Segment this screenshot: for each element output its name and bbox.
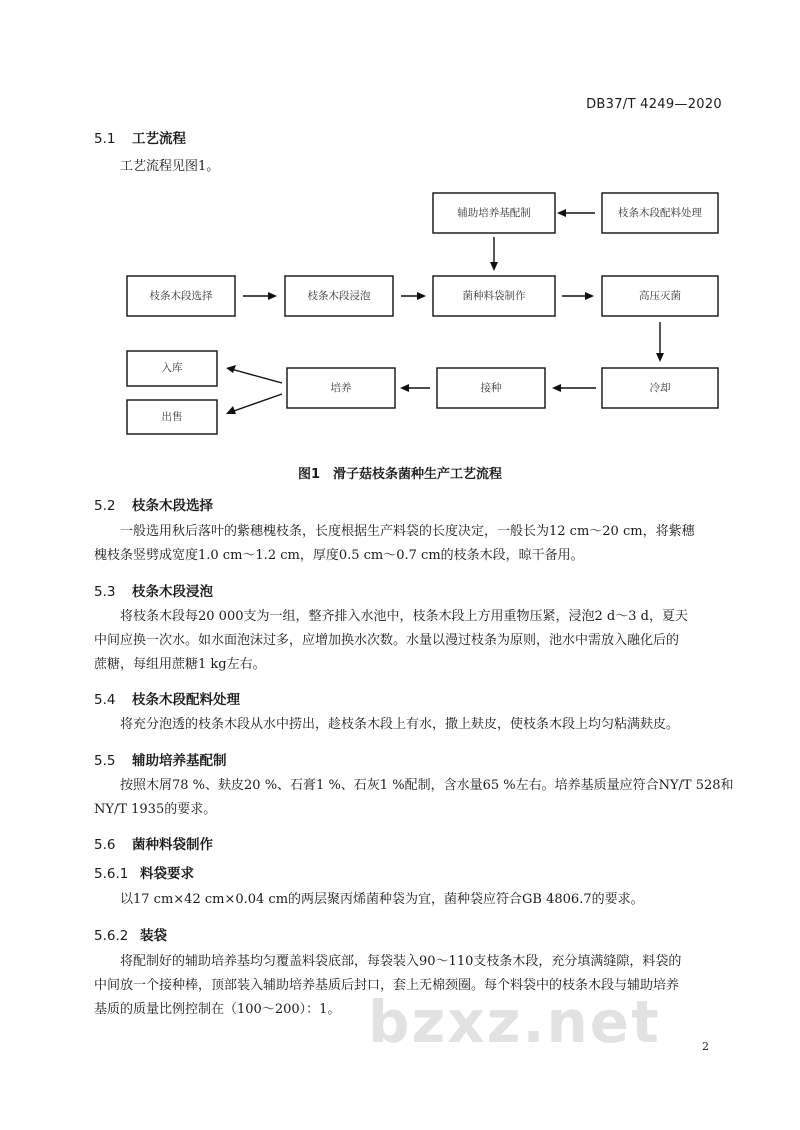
svg-text:枝条木段浸泡: 枝条木段浸泡 <box>307 290 371 302</box>
process-flowchart <box>0 0 800 460</box>
flow-box-culture <box>287 368 395 408</box>
text-line: NY/T 1935的要求。 <box>94 802 217 817</box>
flow-box-branch-soak <box>285 276 393 316</box>
text-line: 将枝条木段每20 000支为一组，整齐排入水池中，枝条木段上方用重物压紧，浸泡2 d～3 d，夏天 <box>120 609 688 624</box>
section-number: 5.6.2 <box>94 928 129 944</box>
flow-box-bag-make <box>433 276 555 316</box>
svg-text:入库: 入库 <box>161 362 183 374</box>
section-number: 5.6 <box>94 837 116 853</box>
section-5-6-1-heading <box>94 862 194 882</box>
watermark: bzxz.net <box>368 988 661 1056</box>
flow-box-branch-select <box>127 276 235 316</box>
svg-text:接种: 接种 <box>480 382 502 394</box>
flow-box-inoculate <box>437 368 545 408</box>
flow-box-sterilize <box>602 276 718 316</box>
flow-box-medium-prep <box>433 193 555 233</box>
svg-text:出售: 出售 <box>161 411 183 423</box>
section-title: 枝条木段选择 <box>132 498 213 514</box>
flow-box-cool <box>602 368 718 408</box>
flow-box-storage <box>127 351 217 386</box>
section-5-6-heading <box>94 833 213 853</box>
figure-caption: 图1 滑子菇枝条菌种生产工艺流程 <box>297 467 503 482</box>
section-title: 料袋要求 <box>140 866 194 882</box>
section-5-2-body <box>94 520 722 568</box>
svg-text:辅助培养基配制: 辅助培养基配制 <box>457 207 531 219</box>
section-title: 装袋 <box>140 928 167 944</box>
svg-text:高压灭菌: 高压灭菌 <box>639 290 681 302</box>
section-title: 工艺流程 <box>132 131 186 147</box>
section-5-2-heading <box>94 494 213 514</box>
section-title: 枝条木段浸泡 <box>132 584 213 600</box>
section-title: 辅助培养基配制 <box>132 753 227 769</box>
text-line: 中间应换一次水。如水面泡沫过多，应增加换水次数。水量以漫过枝条为原则，池水中需放入融化后的 <box>94 633 680 648</box>
section-title: 枝条木段配料处理 <box>132 692 240 708</box>
text-line: 将充分泡透的枝条木段从水中捞出，趁枝条木段上有水，撒上麸皮，使枝条木段上均匀粘满麸皮。 <box>120 717 680 732</box>
svg-text:冷却: 冷却 <box>649 382 671 394</box>
section-5-6-1-body <box>94 888 722 912</box>
text-line: 一般选用秋后落叶的紫穗槐枝条，长度根据生产料袋的长度决定，一般长为12 cm～20 cm，将紫穗 <box>120 524 695 539</box>
section-title: 菌种料袋制作 <box>132 837 213 853</box>
standard-code: DB37/T 4249—2020 <box>586 97 722 112</box>
section-5-4-heading <box>94 688 240 708</box>
svg-text:枝条木段选择: 枝条木段选择 <box>149 290 213 302</box>
text-line: 蔗糖，每组用蔗糖1 kg左右。 <box>94 657 266 672</box>
text-line: 中间放一个接种棒，顶部装入辅助培养基质后封口，套上无棉颈圈。每个料袋中的枝条木段与辅助培养 <box>94 978 680 993</box>
section-5-4-body <box>94 713 722 737</box>
svg-text:菌种料袋制作: 菌种料袋制作 <box>462 290 526 302</box>
text-line: 按照木屑78 %、麸皮20 %、石膏1 %、石灰1 %配制，含水量65 %左右。培养基质量应符合NY/T 528和 <box>120 778 734 793</box>
section-number: 5.4 <box>94 692 116 708</box>
section-number: 5.1 <box>94 131 116 147</box>
text-line: 以17 cm×42 cm×0.04 cm的两层聚丙烯菌种袋为宜，菌种袋应符合GB 4806.7的要求。 <box>120 892 644 907</box>
section-5-5-body <box>94 774 734 822</box>
flow-box-sell <box>127 400 217 434</box>
page-number: 2 <box>702 1040 709 1053</box>
section-5-5-heading <box>94 749 227 769</box>
section-5-3-heading <box>94 580 213 600</box>
text-line: 槐枝条竖劈成宽度1.0 cm～1.2 cm，厚度0.5 cm～0.7 cm的枝条木段，晾干备用。 <box>94 548 584 563</box>
section-number: 5.3 <box>94 584 116 600</box>
text-line: 将配制好的辅助培养基均匀覆盖料袋底部，每袋装入90～110支枝条木段，充分填满缝隙，料袋的 <box>120 954 682 969</box>
text-line: 基质的质量比例控制在（100～200）：1。 <box>94 1002 341 1017</box>
text-line: 工艺流程见图1。 <box>120 159 220 174</box>
section-5-3-body <box>94 605 722 677</box>
flow-box-branch-treat <box>602 193 718 233</box>
svg-text:培养: 培养 <box>330 382 352 394</box>
section-number: 5.5 <box>94 753 116 769</box>
section-number: 5.2 <box>94 498 116 514</box>
svg-text:枝条木段配料处理: 枝条木段配料处理 <box>618 207 702 219</box>
section-5-6-2-heading <box>94 924 167 944</box>
section-number: 5.6.1 <box>94 866 129 882</box>
